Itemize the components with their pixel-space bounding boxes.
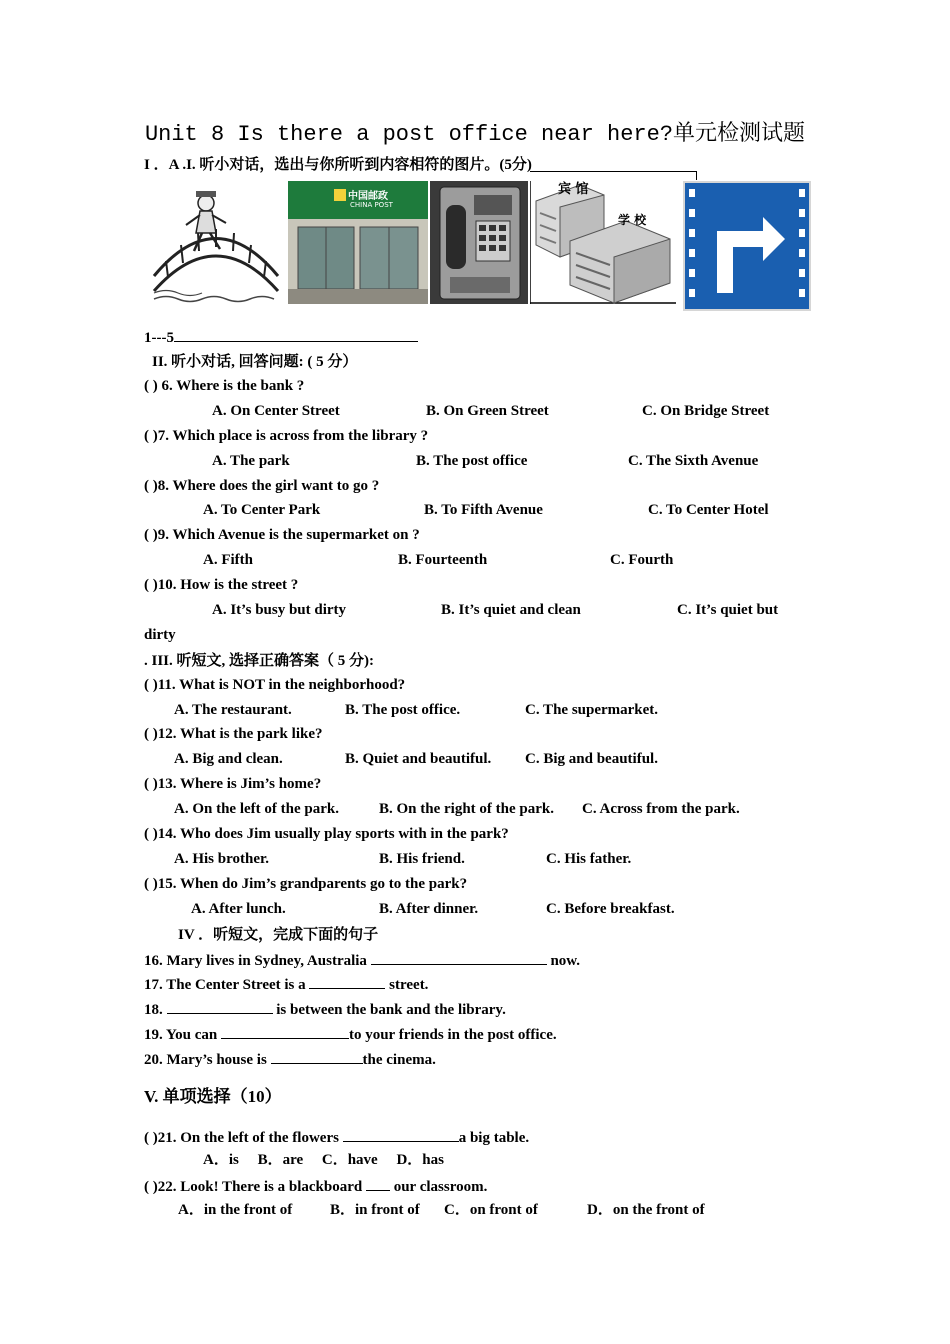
q13-option-a: A. On the left of the park. bbox=[174, 801, 339, 817]
q19-blank[interactable] bbox=[221, 1024, 349, 1039]
answer-blank[interactable] bbox=[174, 327, 418, 342]
answer-line-1-5 bbox=[144, 327, 418, 347]
answer-line-label: 1---5 bbox=[144, 330, 174, 346]
q19-text-end: to your friends in the post office. bbox=[348, 1027, 557, 1043]
q7-option-a: A. The park bbox=[212, 453, 290, 469]
question-17 bbox=[144, 974, 428, 994]
q18-blank[interactable] bbox=[167, 999, 273, 1014]
section-5-heading: V. 单项选择（10） bbox=[144, 1087, 282, 1106]
question-10: ( )10. How is the street ? bbox=[144, 577, 299, 593]
q22-option-b: B．in front of bbox=[330, 1202, 420, 1218]
q8-option-c: C. To Center Hotel bbox=[648, 502, 769, 518]
q20-text-end: the cinema. bbox=[362, 1052, 436, 1068]
q11-option-c: C. The supermarket. bbox=[525, 702, 659, 718]
q7-option-b: B. The post office bbox=[416, 453, 528, 469]
q17-text-end: street. bbox=[385, 977, 429, 993]
q21-text: ( )21. On the left of the flowers bbox=[144, 1130, 339, 1146]
post-office-sign-english: CHINA POST bbox=[350, 201, 393, 209]
q15-option-b: B. After dinner. bbox=[379, 901, 479, 917]
q6-option-c: C. On Bridge Street bbox=[642, 403, 770, 419]
section-4-heading: IV ．听短文，完成下面的句子 bbox=[178, 927, 379, 943]
picture-frame-line bbox=[696, 171, 697, 180]
post-office-picture bbox=[288, 181, 428, 304]
q10-option-b: B. It’s quiet and clean bbox=[441, 602, 581, 618]
q10-option-a: A. It’s busy but dirty bbox=[212, 602, 347, 618]
q8-option-b: B. To Fifth Avenue bbox=[424, 502, 543, 518]
q22-option-c: C．on front of bbox=[444, 1202, 538, 1218]
question-6: ( ) 6. Where is the bank ? bbox=[144, 378, 305, 394]
page-title: Unit 8 Is there a post office near here?单元检测试题 bbox=[144, 122, 806, 147]
hotel-label: 宾 馆 bbox=[558, 182, 589, 197]
q20-blank[interactable] bbox=[271, 1049, 363, 1064]
question-19 bbox=[144, 1024, 557, 1044]
post-office-sign: 中国邮政 bbox=[348, 191, 388, 202]
q15-option-c: C. Before breakfast. bbox=[546, 901, 675, 917]
q18-text: 18. bbox=[144, 1002, 163, 1018]
question-12: ( )12. What is the park like? bbox=[144, 726, 323, 742]
question-15: ( )15. When do Jim’s grandparents go to the park? bbox=[144, 876, 468, 892]
q9-option-b: B. Fourteenth bbox=[398, 552, 488, 568]
q7-option-c: C. The Sixth Avenue bbox=[628, 453, 759, 469]
q9-option-c: C. Fourth bbox=[610, 552, 674, 568]
q15-option-a: A. After lunch. bbox=[191, 901, 286, 917]
q21-blank[interactable] bbox=[343, 1127, 459, 1142]
question-16 bbox=[144, 950, 580, 970]
q22-option-a: A．in the front of bbox=[178, 1202, 293, 1218]
q17-text: 17. The Center Street is a bbox=[144, 977, 306, 993]
question-8: ( )8. Where does the girl want to go ? bbox=[144, 478, 380, 494]
q16-text: 16. Mary lives in Sydney, Australia bbox=[144, 953, 367, 969]
picture-frame-line bbox=[530, 171, 696, 172]
q6-option-b: B. On Green Street bbox=[426, 403, 549, 419]
q12-option-c: C. Big and beautiful. bbox=[525, 751, 658, 767]
q10-option-c: C. It’s quiet but bbox=[677, 602, 779, 618]
bridge-picture bbox=[146, 181, 286, 304]
q22-text: ( )22. Look! There is a blackboard bbox=[144, 1179, 363, 1195]
question-11: ( )11. What is NOT in the neighborhood? bbox=[144, 677, 406, 693]
q22-blank[interactable] bbox=[366, 1176, 390, 1191]
q14-option-b: B. His friend. bbox=[379, 851, 465, 867]
hotel-school-picture bbox=[530, 181, 676, 304]
q13-option-c: C. Across from the park. bbox=[582, 801, 740, 817]
q20-text: 20. Mary’s house is bbox=[144, 1052, 267, 1068]
q14-option-a: A. His brother. bbox=[174, 851, 270, 867]
q10-option-c-continued: dirty bbox=[144, 627, 176, 643]
question-21 bbox=[144, 1127, 529, 1147]
q11-option-b: B. The post office. bbox=[345, 702, 461, 718]
q9-option-a: A. Fifth bbox=[203, 552, 253, 568]
q22-option-d: D．on the front of bbox=[587, 1202, 705, 1218]
q12-option-a: A. Big and clean. bbox=[174, 751, 283, 767]
q13-option-b: B. On the right of the park. bbox=[379, 801, 555, 817]
q11-option-a: A. The restaurant. bbox=[174, 702, 292, 718]
q18-text-end: is between the bank and the library. bbox=[272, 1002, 506, 1018]
q22-text-end: our classroom. bbox=[389, 1179, 488, 1195]
section-1-heading: I ．A .I. 听小对话，选出与你所听到内容相符的图片。(5分) bbox=[144, 157, 532, 173]
school-label: 学 校 bbox=[618, 213, 647, 227]
question-18 bbox=[144, 999, 506, 1019]
q6-option-a: A. On Center Street bbox=[212, 403, 340, 419]
q21-text-end: a big table. bbox=[458, 1130, 530, 1146]
question-9: ( )9. Which Avenue is the supermarket on ? bbox=[144, 527, 420, 543]
q14-option-c: C. His father. bbox=[546, 851, 632, 867]
question-22 bbox=[144, 1176, 487, 1196]
q16-blank[interactable] bbox=[371, 950, 547, 965]
q8-option-a: A. To Center Park bbox=[203, 502, 321, 518]
question-14: ( )14. Who does Jim usually play sports with in the park? bbox=[144, 826, 509, 842]
q19-text: 19. You can bbox=[144, 1027, 218, 1043]
q17-blank[interactable] bbox=[309, 974, 385, 989]
payphone-picture bbox=[430, 181, 528, 304]
q16-text-end: now. bbox=[546, 953, 581, 969]
q12-option-b: B. Quiet and beautiful. bbox=[345, 751, 492, 767]
q21-options: A．is B．are C．have D．has bbox=[203, 1152, 444, 1168]
section-2-heading: II. 听小对话, 回答问题: ( 5 分） bbox=[152, 354, 358, 370]
turn-right-sign-picture bbox=[683, 181, 811, 311]
question-20 bbox=[144, 1049, 436, 1069]
section-3-heading: . III. 听短文, 选择正确答案（ 5 分): bbox=[144, 653, 375, 669]
question-13: ( )13. Where is Jim’s home? bbox=[144, 776, 322, 792]
question-7: ( )7. Which place is across from the library ? bbox=[144, 428, 429, 444]
